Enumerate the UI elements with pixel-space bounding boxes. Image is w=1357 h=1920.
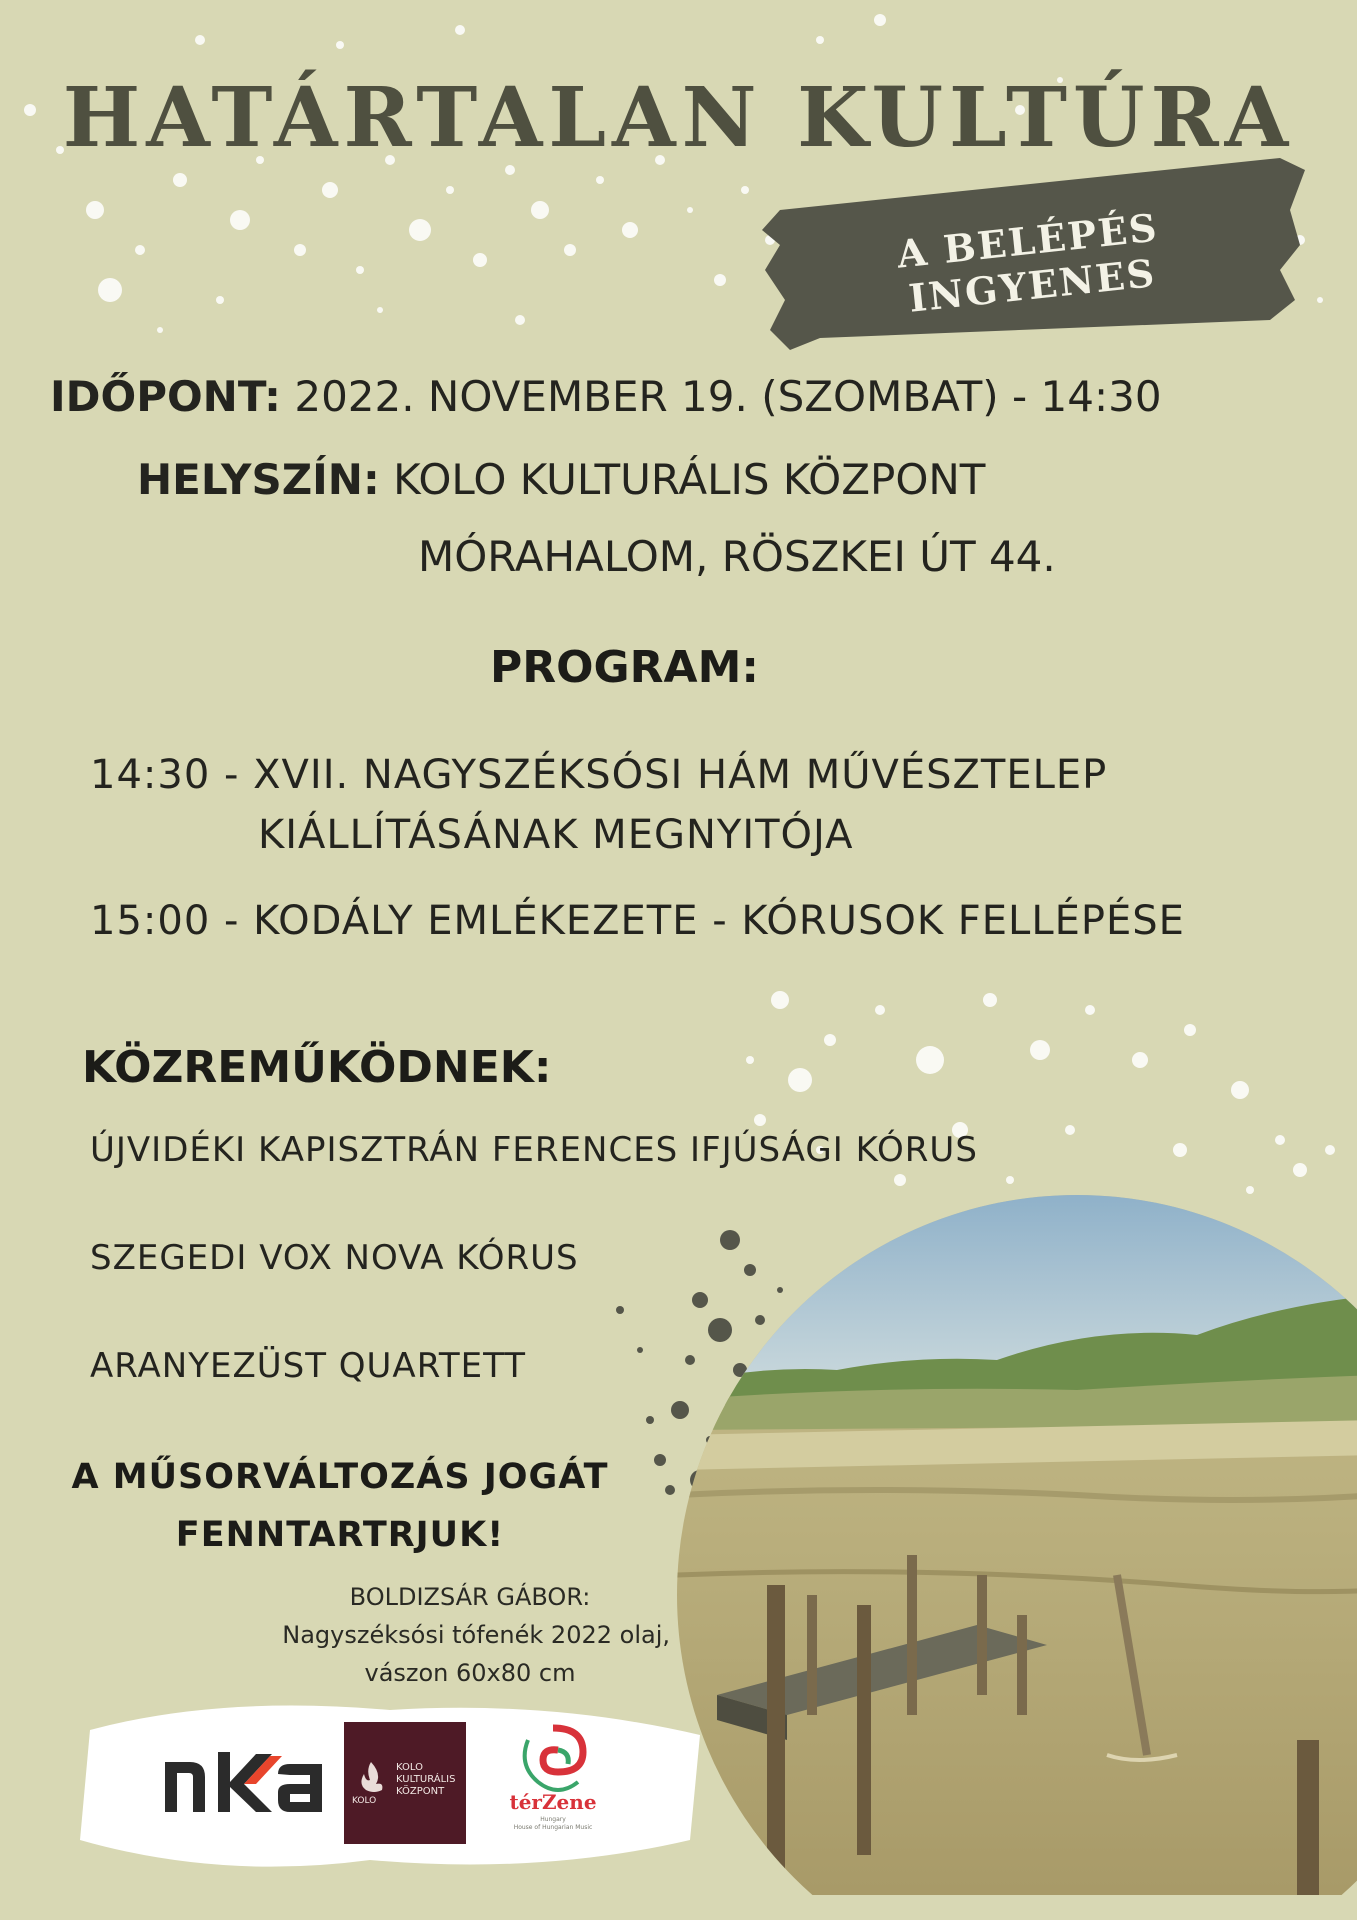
terzene-sub2: House of Hungarian Music <box>513 1824 593 1831</box>
painting-caption <box>230 1578 670 1692</box>
date-label: IDŐPONT: <box>50 372 281 421</box>
terzene-logo <box>498 1720 608 1844</box>
date-value: 2022. NOVEMBER 19. (SZOMBAT) - 14:30 <box>294 372 1162 421</box>
terzene-swirl-icon <box>498 1720 608 1800</box>
kolo-logo-text <box>396 1762 455 1798</box>
date-line <box>50 372 1162 421</box>
terzene-name: térZene <box>509 1790 597 1814</box>
nka-logo <box>160 1742 330 1822</box>
notice-line-1: A MŰSORVÁLTOZÁS JOGÁT <box>71 1457 609 1497</box>
poster-title: HATÁRTALAN KULTÚRA <box>62 70 1295 166</box>
venue-line <box>137 455 985 504</box>
program-item-1-line2: KIÁLLÍTÁSÁNAK MEGNYITÓJA <box>258 812 854 858</box>
program-change-notice <box>60 1448 620 1564</box>
program-heading: PROGRAM: <box>490 642 759 693</box>
caption-artist: BOLDIZSÁR GÁBOR: <box>349 1583 591 1611</box>
terzene-subtitle <box>498 1816 608 1832</box>
venue-name: KOLO KULTURÁLIS KÖZPONT <box>393 455 986 504</box>
performers-heading: KÖZREMŰKÖDNEK: <box>82 1042 552 1093</box>
performer-item: ARANYEZÜST QUARTETT <box>90 1346 527 1386</box>
nka-logo-mark <box>160 1742 330 1822</box>
venue-label: HELYSZÍN: <box>137 455 380 504</box>
kolo-flame-icon <box>354 1760 388 1794</box>
painting-lake-pier <box>677 1195 1357 1895</box>
program-item-2: 15:00 - KODÁLY EMLÉKEZETE - KÓRUSOK FELLÉPÉSE <box>90 898 1185 944</box>
kolo-line2: KULTURÁLIS <box>396 1774 456 1785</box>
terzene-sub1: Hungary <box>540 1816 566 1823</box>
kolo-line3: KÖZPONT <box>396 1786 445 1797</box>
performer-item: ÚJVIDÉKI KAPISZTRÁN FERENCES IFJÚSÁGI KÓRUS <box>90 1130 978 1170</box>
kolo-line1: KOLO <box>396 1762 423 1773</box>
kolo-word: KOLO <box>352 1796 377 1806</box>
kolo-logo <box>344 1722 466 1844</box>
caption-title: Nagyszéksósi tófenék 2022 olaj, <box>282 1621 670 1649</box>
caption-medium: vászon 60x80 cm <box>364 1659 576 1687</box>
performer-item: SZEGEDI VOX NOVA KÓRUS <box>90 1238 579 1278</box>
notice-line-2: FENNTARTRJUK! <box>175 1515 505 1555</box>
free-entry-banner-text: A BELÉPÉS INGYENES <box>894 204 1161 321</box>
program-item-1-line1: 14:30 - XVII. NAGYSZÉKSÓSI HÁM MŰVÉSZTELEP <box>90 752 1108 798</box>
venue-address: MÓRAHALOM, RÖSZKEI ÚT 44. <box>418 532 1056 581</box>
